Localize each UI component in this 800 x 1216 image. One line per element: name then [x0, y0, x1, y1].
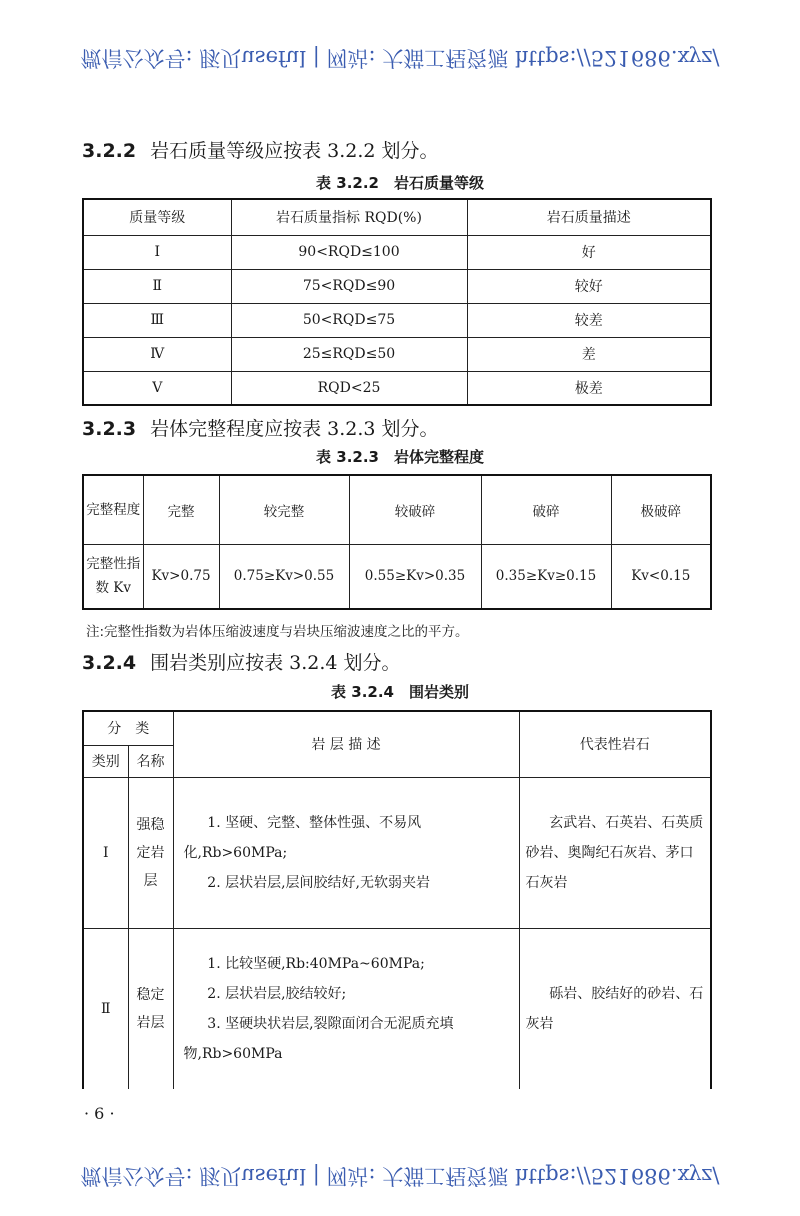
section-3-2-4 — [82, 648, 401, 675]
row-label: 完整程度 — [83, 475, 143, 544]
cell: 90<RQD≤100 — [231, 235, 467, 269]
desc-line: 2. 层状岩层,层间胶结好,无软弱夹岩 — [207, 874, 431, 891]
rep-text: 砾岩、胶结好的砂岩、石灰岩 — [525, 985, 704, 1032]
cell: 极破碎 — [611, 475, 711, 544]
header-cell: 分 类 — [83, 711, 173, 745]
cell: 0.55≥Kv>0.35 — [349, 544, 481, 609]
table-row — [83, 777, 711, 928]
table-row — [83, 371, 711, 405]
desc-line: 3. 坚硬块状岩层,裂隙面闭合无泥质充填物,Rb>60MPa — [183, 1015, 454, 1062]
watermark-bottom: 微信公众号: 豚贝useful | 网站: 大猫工程资源 https://521686.xyz/ — [80, 1164, 720, 1188]
header-cell: 岩石质量描述 — [467, 199, 711, 235]
table-row — [83, 235, 711, 269]
surrounding-rock-table — [82, 710, 712, 1089]
table-caption: 表 3.2.2 岩石质量等级 — [316, 174, 484, 192]
table-row — [83, 303, 711, 337]
table-caption: 表 3.2.3 岩体完整程度 — [316, 448, 484, 466]
table-row — [83, 544, 711, 609]
cell: 0.75≥Kv>0.55 — [219, 544, 349, 609]
cell: Ⅳ — [83, 337, 231, 371]
desc-line: 1. 坚硬、完整、整体性强、不易风化,Rb>60MPa; — [183, 814, 422, 861]
cell: 强稳定岩层 — [128, 777, 173, 928]
cell: 较好 — [467, 269, 711, 303]
cell: Kv>0.75 — [143, 544, 219, 609]
cell: 好 — [467, 235, 711, 269]
desc-line: 1. 比较坚硬,Rb:40MPa~60MPa; — [207, 955, 425, 972]
cell: 极差 — [467, 371, 711, 405]
cell: Ⅴ — [83, 371, 231, 405]
description-cell — [173, 928, 519, 1089]
cell: Ⅱ — [83, 269, 231, 303]
cell: 0.35≥Kv≥0.15 — [481, 544, 611, 609]
cell: Ⅲ — [83, 303, 231, 337]
cell: 50<RQD≤75 — [231, 303, 467, 337]
section-text: 岩石质量等级应按表 3.2.2 划分。 — [150, 140, 439, 162]
header-cell: 岩石质量指标 RQD(%) — [231, 199, 467, 235]
section-text: 岩体完整程度应按表 3.2.3 划分。 — [150, 418, 439, 440]
table-row — [83, 337, 711, 371]
cell: 完整 — [143, 475, 219, 544]
section-number: 3.2.3 — [82, 418, 137, 440]
cell: Kv<0.15 — [611, 544, 711, 609]
table-row — [83, 475, 711, 544]
section-text: 围岩类别应按表 3.2.4 划分。 — [150, 652, 401, 674]
section-number: 3.2.2 — [82, 140, 137, 162]
description-cell — [173, 777, 519, 928]
section-number: 3.2.4 — [82, 652, 137, 674]
table-caption: 表 3.2.4 围岩类别 — [331, 683, 469, 701]
header-cell: 岩 层 描 述 — [173, 711, 519, 777]
page-number: · 6 · — [84, 1104, 115, 1123]
representative-cell — [519, 928, 711, 1089]
cell: 破碎 — [481, 475, 611, 544]
cell: 25≤RQD≤50 — [231, 337, 467, 371]
table-row — [83, 269, 711, 303]
cell: 较差 — [467, 303, 711, 337]
cell: 较完整 — [219, 475, 349, 544]
section-3-2-2 — [82, 136, 439, 163]
representative-cell — [519, 777, 711, 928]
header-cell: 代表性岩石 — [519, 711, 711, 777]
cell: 稳定岩层 — [128, 928, 173, 1089]
rep-text: 玄武岩、石英岩、石英质砂岩、奥陶纪石灰岩、茅口石灰岩 — [525, 814, 704, 891]
rock-quality-table — [82, 198, 712, 406]
table-row — [83, 928, 711, 1089]
cell: 较破碎 — [349, 475, 481, 544]
cell: Ⅱ — [83, 928, 128, 1089]
header-cell: 类别 — [83, 745, 128, 777]
desc-line: 2. 层状岩层,胶结较好; — [207, 985, 347, 1002]
cell: Ⅰ — [83, 777, 128, 928]
rock-integrity-table — [82, 474, 712, 610]
watermark-top: 微信公众号: 豚贝useful | 网站: 大猫工程资源 https://521686.xyz/ — [80, 46, 720, 70]
table-note: 注:完整性指数为岩体压缩波速度与岩块压缩波速度之比的平方。 — [86, 624, 469, 640]
cell: Ⅰ — [83, 235, 231, 269]
section-3-2-3 — [82, 414, 439, 441]
row-label: 完整性指数 Kv — [83, 544, 143, 609]
header-cell: 质量等级 — [83, 199, 231, 235]
cell: RQD<25 — [231, 371, 467, 405]
cell: 差 — [467, 337, 711, 371]
header-cell: 名称 — [128, 745, 173, 777]
cell: 75<RQD≤90 — [231, 269, 467, 303]
